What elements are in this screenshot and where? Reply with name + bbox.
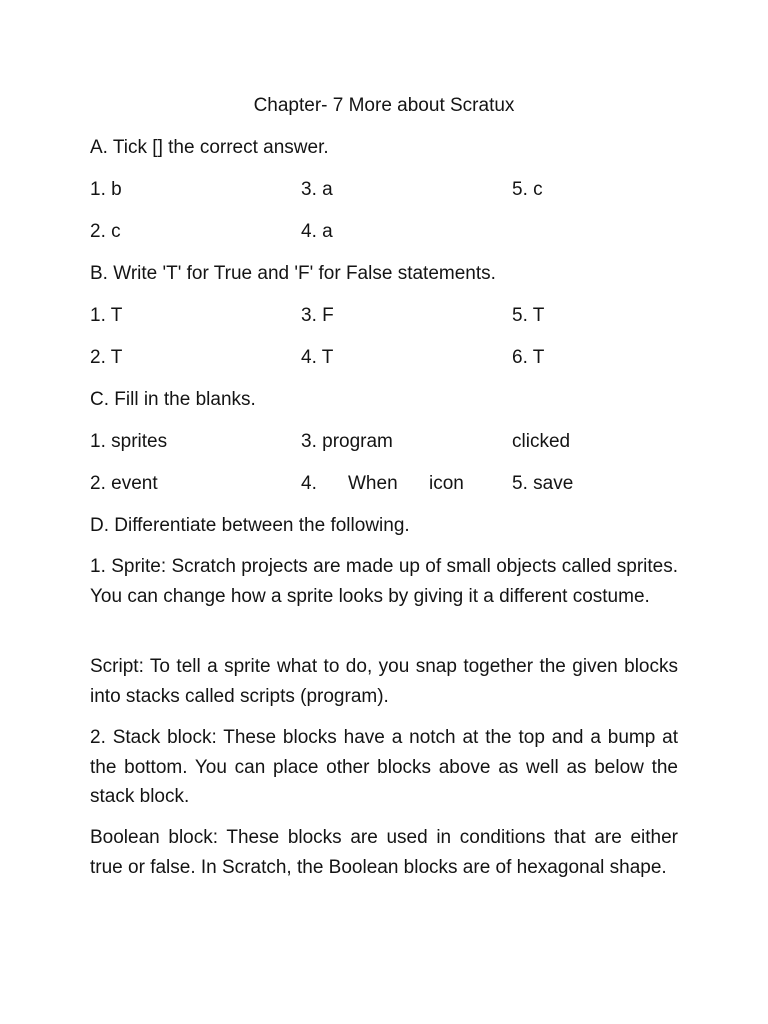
answer-item: 1. sprites [90, 431, 168, 452]
answer-item: 3. F [301, 305, 334, 326]
answer-item: 5. save [512, 473, 574, 494]
answer-row [90, 220, 680, 244]
answer-row [90, 346, 680, 370]
answer-item: 3. program [301, 431, 393, 452]
answer-item: 2. T [90, 347, 123, 368]
answer-item: 1. T [90, 305, 123, 326]
answer-item: 2. c [90, 221, 121, 242]
answer-item: 5. T [512, 305, 545, 326]
answer-paragraph: 1. Sprite: Scratch projects are made up of small objects called sprites. You can change how a sprite looks by giving it a different costume. [90, 556, 678, 607]
answer-paragraph: Boolean block: These blocks are used in conditions that are either true or false. In Scratch, the Boolean blocks are of hexagonal shape. [90, 827, 678, 878]
answer-row [90, 472, 680, 496]
answer-item-word: When [348, 473, 398, 494]
answer-item-number: 4. [301, 473, 317, 494]
answer-item: 3. a [301, 179, 333, 200]
answer-row [90, 304, 680, 328]
answer-item: 6. T [512, 347, 545, 368]
answer-row [90, 430, 680, 454]
section-d-heading: D. Differentiate between the following. [90, 515, 410, 536]
answer-item: clicked [512, 431, 571, 452]
answer-row [90, 178, 680, 202]
answer-item: 5. c [512, 179, 543, 200]
answer-item-word: icon [429, 473, 464, 494]
answer-item: 2. event [90, 473, 158, 494]
answer-item: 4. T [301, 347, 334, 368]
section-b-heading: B. Write 'T' for True and 'F' for False statements. [90, 263, 496, 284]
answer-item: 1. b [90, 179, 122, 200]
answer-item: 4. a [301, 221, 333, 242]
section-a-heading: A. Tick [] the correct answer. [90, 137, 329, 158]
answer-paragraph: Script: To tell a sprite what to do, you snap together the given blocks into stacks called scripts (program). [90, 656, 678, 707]
section-c-heading: C. Fill in the blanks. [90, 389, 256, 410]
answer-paragraph: 2. Stack block: These blocks have a notch at the top and a bump at the bottom. You can place other blocks above as well as below the stack block. [90, 727, 678, 807]
page-title: Chapter- 7 More about Scratux [253, 95, 515, 116]
